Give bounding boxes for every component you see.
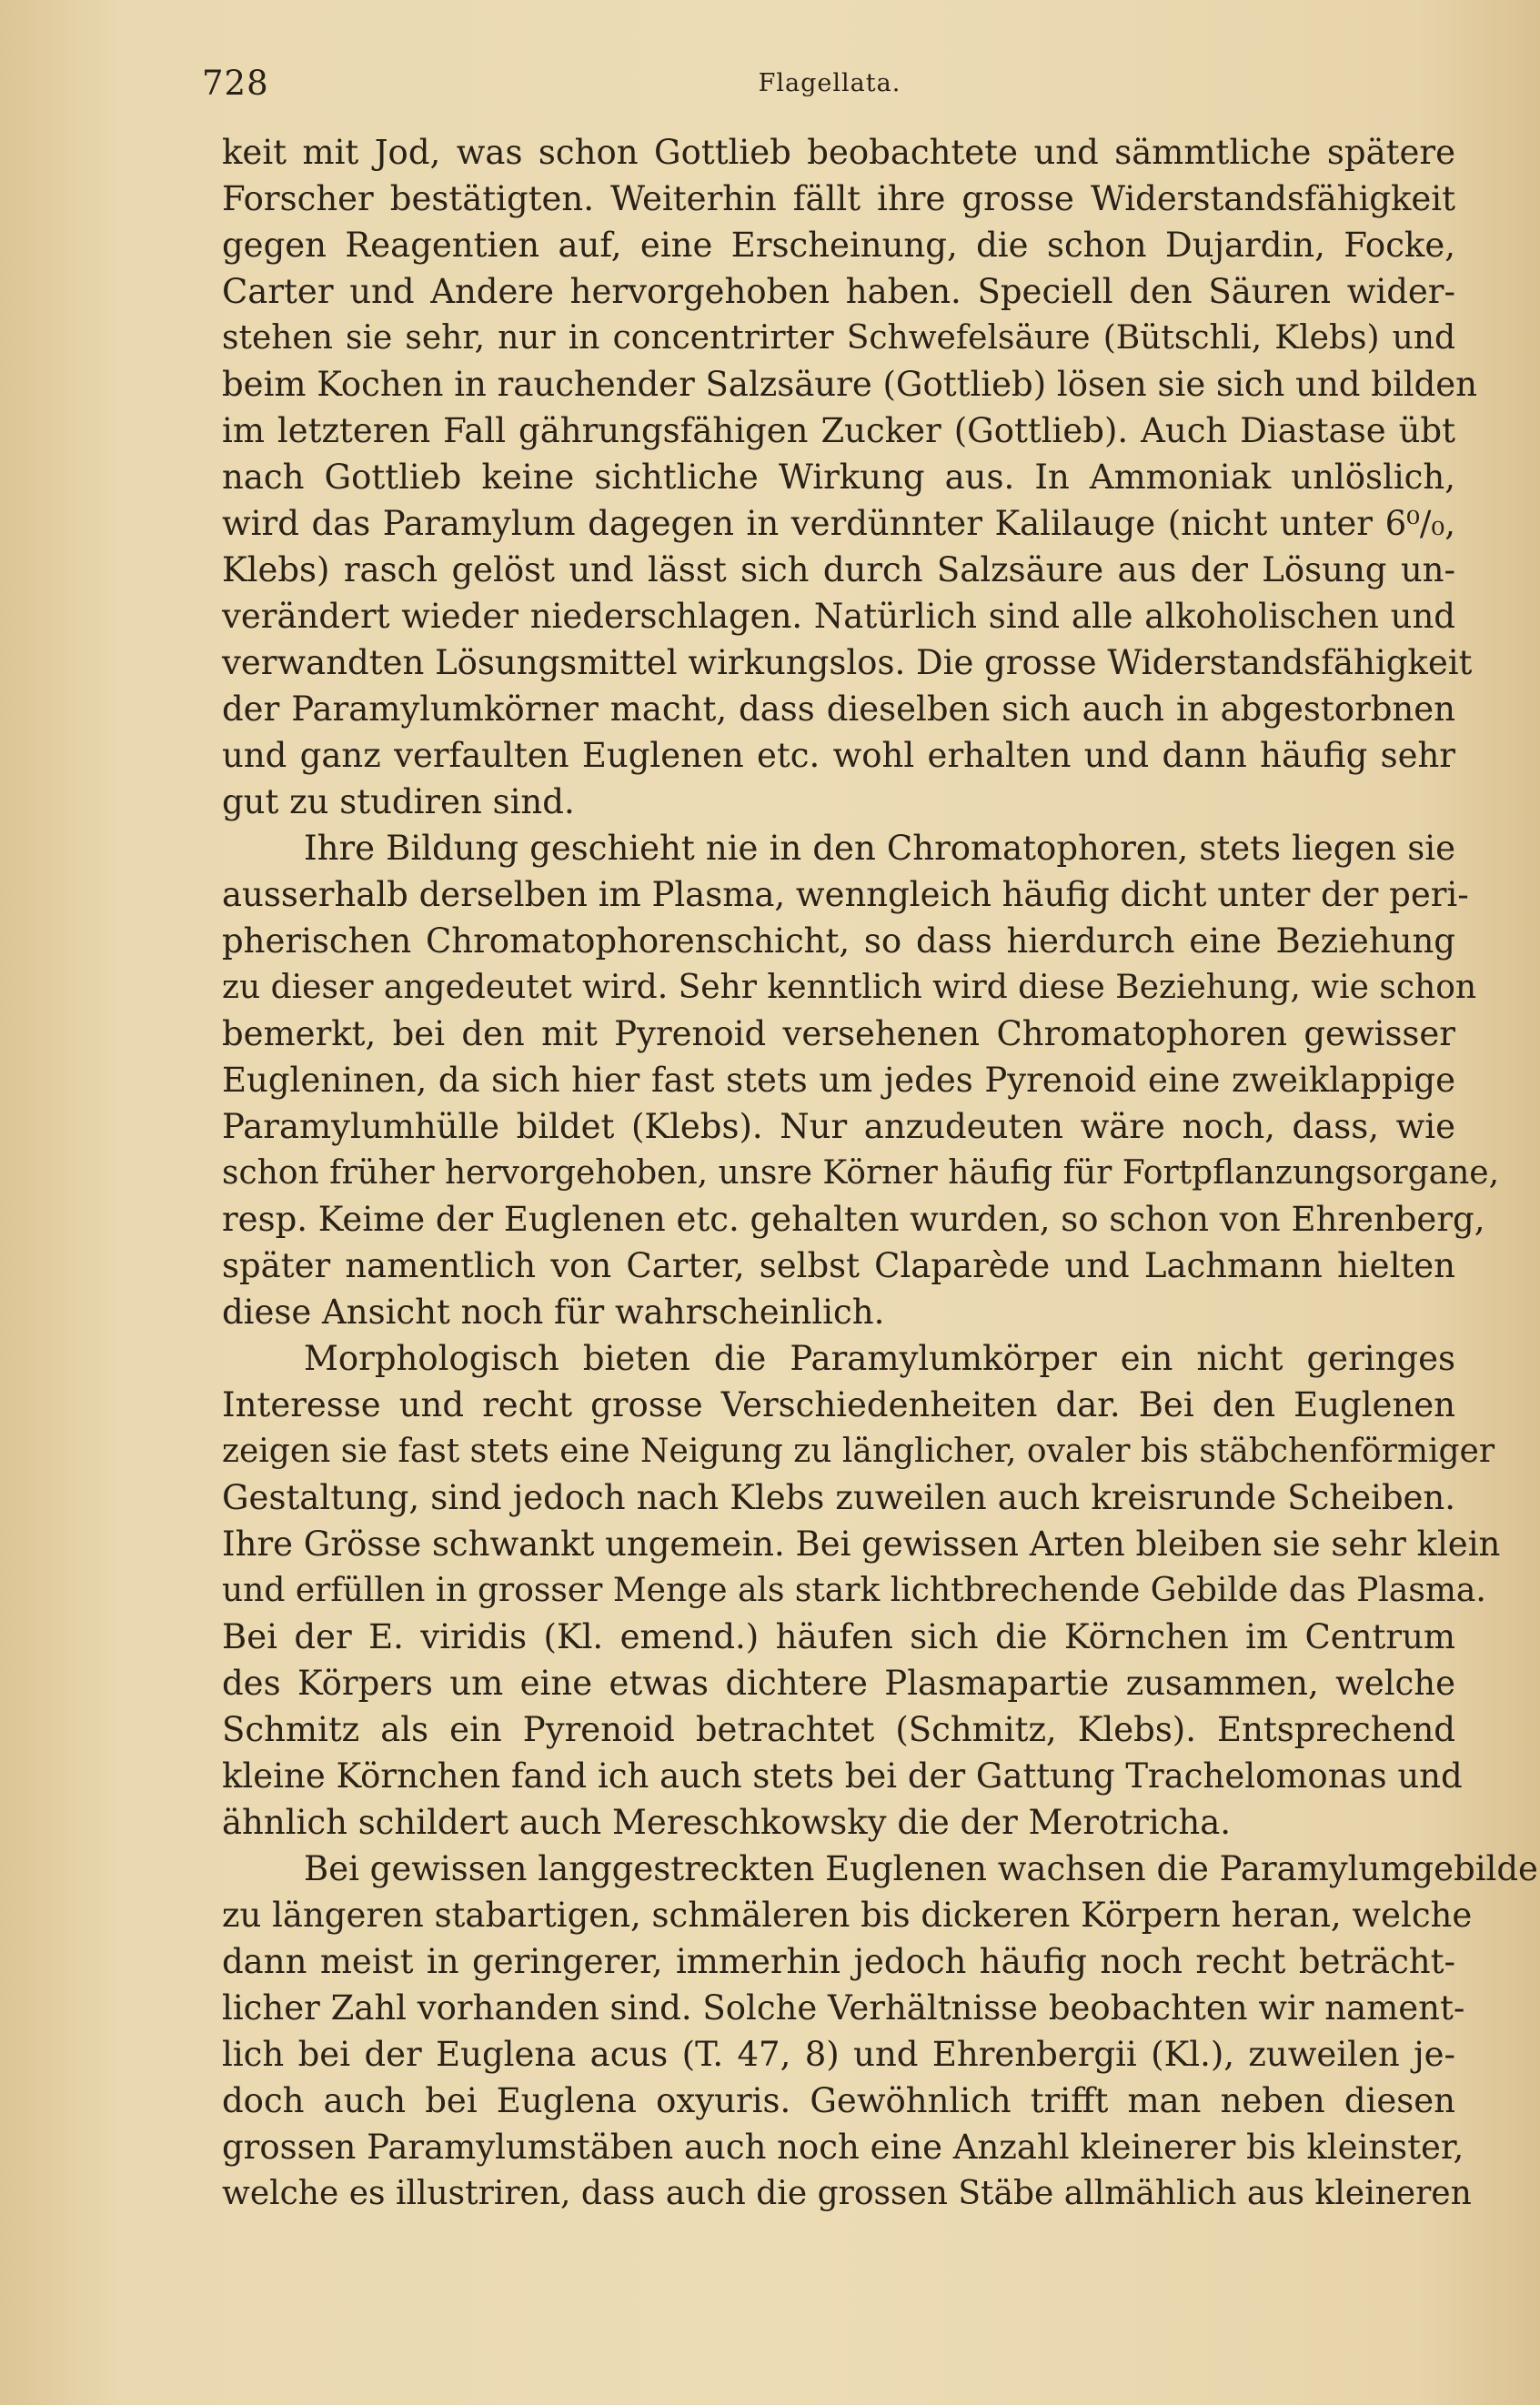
text-line: schon früher hervorgehoben, unsre Körner häufig für Fortpflanzungsorgane, [222, 1154, 1500, 1192]
text-line: Bei gewissen langgestreckten Euglenen wachsen die Paramylumgebilde [304, 1849, 1538, 1888]
text-line: doch auch bei Euglena oxyuris. Gewöhnlich trifft man neben diesen [222, 2081, 1455, 2120]
text-line: lich bei der Euglena acus (T. 47, 8) und Ehrenbergii (Kl.), zuweilen je- [222, 2035, 1455, 2074]
text-line: Morphologisch bieten die Paramylumkörper ein nicht geringes [304, 1339, 1455, 1378]
text-line: beim Kochen in rauchender Salzsäure (Gottlieb) lösen sie sich und bilden [222, 365, 1478, 404]
text-line: Ihre Bildung geschieht nie in den Chromatophoren, stets liegen sie [304, 829, 1455, 868]
text-line: verwandten Lösungsmittel wirkungslos. Die grosse Widerstandsfähigkeit [222, 643, 1473, 682]
paragraph [222, 1335, 1501, 1846]
text-line: resp. Keime der Euglenen etc. gehalten wurden, so schon von Ehrenberg, [222, 1200, 1485, 1239]
paragraph [222, 129, 1478, 825]
text-line: Bei der E. viridis (Kl. emend.) häufen sich die Körnchen im Centrum [222, 1617, 1455, 1656]
text-line: zeigen sie fast stets eine Neigung zu länglicher, ovaler bis stäbchenförmiger [222, 1433, 1495, 1470]
text-line: Ihre Grösse schwankt ungemein. Bei gewissen Arten bleiben sie sehr klein [222, 1525, 1501, 1564]
text-line: grossen Paramylumstäben auch noch eine Anzahl kleinerer bis kleinster, [222, 2128, 1465, 2167]
text-line: ähnlich schildert auch Mereschkowsky die der Merotricha. [222, 1803, 1232, 1842]
text-line: gegen Reagentien auf, eine Erscheinung, die schon Dujardin, Focke, [222, 226, 1455, 265]
text-line: wird das Paramylum dagegen in verdünnter Kalilauge (nicht unter 6⁰/₀, [222, 504, 1455, 543]
text-line: welche es illustriren, dass auch die grossen Stäbe allmählich aus kleineren [222, 2175, 1472, 2212]
text-line: später namentlich von Carter, selbst Claparède und Lachmann hielten [222, 1246, 1455, 1285]
text-line: bemerkt, bei den mit Pyrenoid versehenen Chromatophoren gewisser [222, 1014, 1455, 1053]
text-line: und ganz verfaulten Euglenen etc. wohl erhalten und dann häufig sehr [222, 736, 1455, 775]
text-line: des Körpers um eine etwas dichtere Plasmapartie zusammen, welche [222, 1664, 1455, 1703]
paragraph [222, 825, 1500, 1335]
text-line: dann meist in geringerer, immerhin jedoch häufig noch recht beträcht- [222, 1942, 1455, 1981]
text-line: zu längeren stabartigen, schmäleren bis dickeren Körpern heran, welche [222, 1896, 1473, 1935]
text-line: nach Gottlieb keine sichtliche Wirkung aus. In Ammoniak unlöslich, [222, 458, 1455, 497]
text-line: Eugleninen, da sich hier fast stets um jedes Pyrenoid eine zweiklappige [222, 1061, 1455, 1100]
text-line: Gestaltung, sind jedoch nach Klebs zuweilen auch kreisrunde Scheiben. [222, 1478, 1455, 1517]
text-line: Carter und Andere hervorgehoben haben. Speciell den Säuren wider- [222, 272, 1455, 311]
text-line: ausserhalb derselben im Plasma, wenngleich häufig dicht unter der peri- [222, 875, 1469, 914]
text-line: und erfüllen in grosser Menge als stark lichtbrechende Gebilde das Plasma. [222, 1572, 1486, 1609]
body-text [222, 129, 1538, 2217]
text-line: stehen sie sehr, nur in concentrirter Schwefelsäure (Bütschli, Klebs) und [222, 319, 1455, 357]
page-number: 728 [202, 64, 269, 103]
text-line: Paramylumhülle bildet (Klebs). Nur anzudeuten wäre noch, dass, wie [222, 1107, 1455, 1146]
text-line: keit mit Jod, was schon Gottlieb beobachtete und sämmtliche spätere [222, 133, 1455, 172]
text-line: Schmitz als ein Pyrenoid betrachtet (Schmitz, Klebs). Entsprechend [222, 1710, 1455, 1749]
text-line: Interesse und recht grosse Verschiedenheiten dar. Bei den Euglenen [222, 1385, 1455, 1424]
text-line: zu dieser angedeutet wird. Sehr kenntlich wird diese Beziehung, wie schon [222, 969, 1477, 1006]
text-line: gut zu studiren sind. [222, 782, 575, 821]
text-line: pherischen Chromatophorenschicht, so dass hierdurch eine Beziehung [222, 921, 1455, 961]
text-line: Klebs) rasch gelöst und lässt sich durch Salzsäure aus der Lösung un- [222, 550, 1455, 589]
text-line: kleine Körnchen fand ich auch stets bei der Gattung Trachelomonas und [222, 1756, 1463, 1796]
text-line: diese Ansicht noch für wahrscheinlich. [222, 1293, 885, 1332]
text-line: Forscher bestätigten. Weiterhin fällt ihre grosse Widerstandsfähigkeit [222, 179, 1455, 218]
running-title: Flagellata. [758, 69, 901, 97]
page-header [202, 56, 1457, 111]
text-line: im letzteren Fall gährungsfähigen Zucker (Gottlieb). Auch Diastase übt [222, 411, 1455, 450]
text-line: der Paramylumkörner macht, dass dieselben sich auch in abgestorbnen [222, 689, 1455, 729]
paragraph [222, 1846, 1538, 2217]
text-line: verändert wieder niederschlagen. Natürlich sind alle alkoholischen und [222, 597, 1455, 636]
text-line: licher Zahl vorhanden sind. Solche Verhältnisse beobachten wir nament- [222, 1988, 1465, 2028]
